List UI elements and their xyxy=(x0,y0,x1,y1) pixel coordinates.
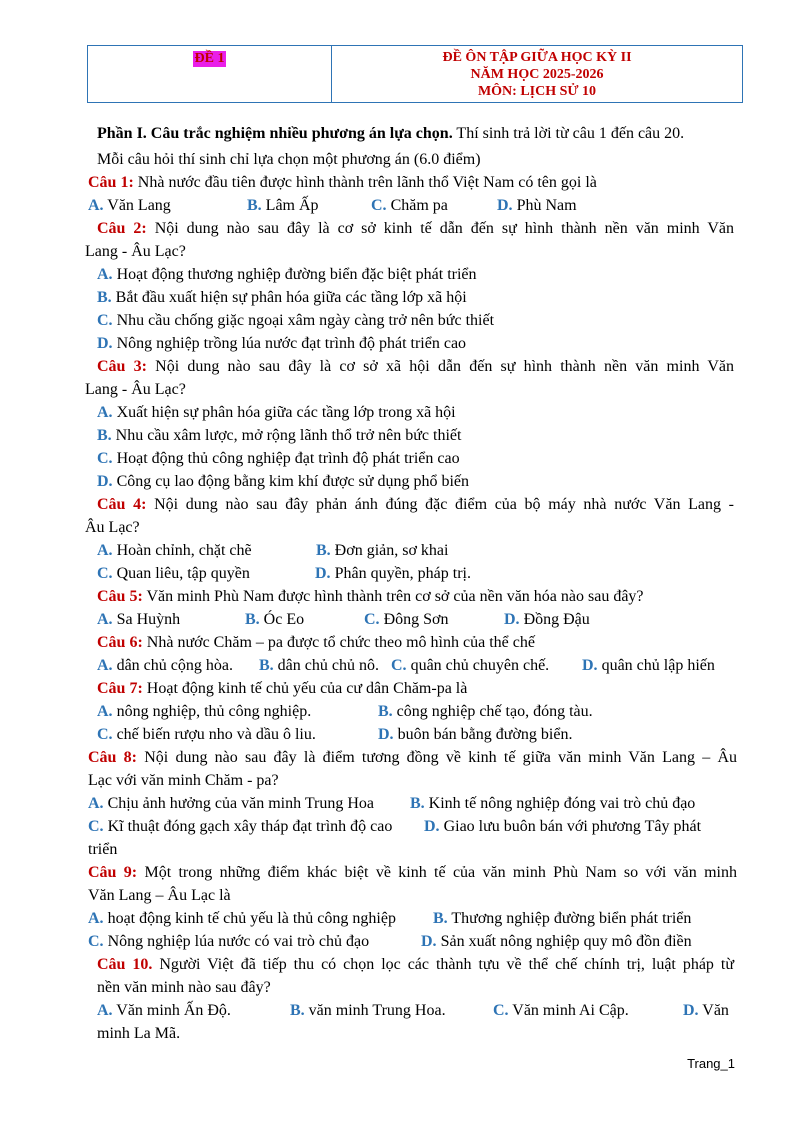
option-b: B. dân chủ chủ nô. xyxy=(259,657,379,674)
option-a: A. Chịu ảnh hưởng của văn minh Trung Hoa xyxy=(88,795,375,812)
option-8d-cont: triển xyxy=(88,841,118,858)
option-d: D. Phù Nam xyxy=(497,197,577,214)
option-c: C. Nông nghiệp lúa nước có vai trò chủ đạo xyxy=(88,933,370,950)
question-label: Câu 3: xyxy=(97,358,147,375)
intro-line-1 xyxy=(97,123,684,145)
option-b: B. văn minh Trung Hoa. xyxy=(290,1002,446,1019)
question-text: Hoạt động kinh tế chủ yếu của cư dân Chăm-pa là xyxy=(142,680,468,697)
question-text: Nội dung nào sau đây là cơ sở kinh tế dẫn đến sự hình thành nền văn minh Văn xyxy=(146,220,735,237)
question-6 xyxy=(97,632,535,654)
option-2d: D. Nông nghiệp trồng lúa nước đạt trình độ phát triển cao xyxy=(97,335,467,352)
question-label: Câu 4: xyxy=(97,496,147,513)
question-label: Câu 9: xyxy=(88,864,138,881)
question-text: Người Việt đã tiếp thu có chọn lọc các thành tựu về thể chế chính trị, luật pháp từ xyxy=(152,956,735,973)
question-2-cont: Lang - Âu Lạc? xyxy=(85,243,186,260)
option-c: C. Đông Sơn xyxy=(364,611,449,628)
option-c: C. chế biến rượu nho và dầu ô liu. xyxy=(97,726,316,743)
question-9-cont: Văn Lang – Âu Lạc là xyxy=(88,887,231,904)
question-text: Nhà nước Chăm – pa được tổ chức theo mô hình của thể chế xyxy=(142,634,535,651)
option-3c: C. Hoạt động thủ công nghiệp đạt trình độ phát triển cao xyxy=(97,450,460,467)
question-text: Một trong những điểm khác biệt về kinh tế của văn minh Phù Nam so với văn minh xyxy=(137,864,738,881)
option-a: A. Văn Lang xyxy=(88,197,171,214)
option-c: C. Văn minh Ai Cập. xyxy=(493,1002,629,1019)
option-a: A. dân chủ cộng hòa. xyxy=(97,657,233,674)
option-c: C. Chăm pa xyxy=(371,197,448,214)
option-d: D. Sản xuất nông nghiệp quy mô đồn điền xyxy=(421,933,692,950)
option-2c: C. Nhu cầu chống giặc ngoại xâm ngày càng trở nên bức thiết xyxy=(97,312,495,329)
option-d: D. buôn bán bằng đường biển. xyxy=(378,726,573,743)
option-c: C. quân chủ chuyên chế. xyxy=(391,657,550,674)
option-a: A. Hoàn chỉnh, chặt chẽ xyxy=(97,542,252,559)
header-right-cell xyxy=(332,46,742,102)
option-3a: A. Xuất hiện sự phân hóa giữa các tầng lớp trong xã hội xyxy=(97,404,456,421)
question-10 xyxy=(97,954,734,976)
option-d: D. Phân quyền, pháp trị. xyxy=(315,565,471,582)
exam-code-tag: ĐỀ 1 xyxy=(194,51,225,66)
option-d: D. Đồng Đậu xyxy=(504,611,590,628)
option-10d-cont: minh La Mã. xyxy=(97,1025,181,1042)
exam-header-table xyxy=(87,45,743,103)
option-c: C. Kĩ thuật đóng gạch xây tháp đạt trình độ cao xyxy=(88,818,393,835)
question-label: Câu 7: xyxy=(97,680,143,697)
question-label: Câu 2: xyxy=(97,220,147,237)
question-label: Câu 10. xyxy=(97,956,153,973)
question-9 xyxy=(88,862,737,884)
question-2 xyxy=(97,218,734,240)
question-3 xyxy=(97,356,734,378)
question-label: Câu 1: xyxy=(88,174,134,191)
exam-title: ĐỀ ÔN TẬP GIỮA HỌC KỲ II xyxy=(442,50,632,65)
option-a: A. Sa Huỳnh xyxy=(97,611,181,628)
option-c: C. Quan liêu, tập quyền xyxy=(97,565,250,582)
question-1 xyxy=(88,172,597,194)
option-b: B. Óc Eo xyxy=(245,611,305,628)
option-a: A. hoạt động kinh tế chủ yếu là thủ công nghiệp xyxy=(88,910,396,927)
question-4 xyxy=(97,494,734,516)
option-a: A. Văn minh Ấn Độ. xyxy=(97,1002,231,1019)
option-d: D. quân chủ lập hiến xyxy=(582,657,715,674)
option-b: B. Kinh tế nông nghiệp đóng vai trò chủ đạo xyxy=(410,795,696,812)
intro-instruction: Thí sinh trả lời từ câu 1 đến câu 20. xyxy=(452,125,685,142)
question-text: Nội dung nào sau đây là điểm tương đồng về kinh tế giữa văn minh Văn Lang – Âu xyxy=(137,749,738,766)
option-d: D. Văn xyxy=(683,1002,729,1019)
option-b: B. Lâm Ấp xyxy=(247,197,319,214)
option-3b: B. Nhu cầu xâm lược, mở rộng lãnh thổ trở nên bức thiết xyxy=(97,427,462,444)
option-3d: D. Công cụ lao động bằng kim khí được sử dụng phổ biến xyxy=(97,473,469,490)
question-3-cont: Lang - Âu Lạc? xyxy=(85,381,186,398)
section-heading: Phần I. Câu trắc nghiệm nhiều phương án lựa chọn. xyxy=(97,125,453,142)
question-10-cont: nền văn minh nào sau đây? xyxy=(97,979,271,996)
option-d: D. Giao lưu buôn bán với phương Tây phát xyxy=(424,818,702,835)
option-2a: A. Hoạt động thương nghiệp đường biển đặc biệt phát triển xyxy=(97,266,477,283)
subject-line: MÔN: LỊCH SỬ 10 xyxy=(477,84,597,99)
question-5 xyxy=(97,586,644,608)
question-text: Nội dung nào sau đây là cơ sở xã hội dẫn đến sự hình thành nền văn minh Văn xyxy=(146,358,735,375)
question-text: Nhà nước đầu tiên được hình thành trên lãnh thổ Việt Nam có tên gọi là xyxy=(133,174,597,191)
question-text: Văn minh Phù Nam được hình thành trên cơ sở của nền văn hóa nào sau đây? xyxy=(142,588,644,605)
question-label: Câu 6: xyxy=(97,634,143,651)
question-7 xyxy=(97,678,467,700)
question-label: Câu 5: xyxy=(97,588,143,605)
intro-line-2: Mỗi câu hỏi thí sinh chỉ lựa chọn một phương án (6.0 điểm) xyxy=(97,151,481,168)
question-8-cont: Lạc với văn minh Chăm - pa? xyxy=(88,772,279,789)
option-b: B. Đơn giản, sơ khai xyxy=(316,542,449,559)
question-8 xyxy=(88,747,737,769)
option-a: A. nông nghiệp, thủ công nghiệp. xyxy=(97,703,312,720)
option-2b: B. Bắt đầu xuất hiện sự phân hóa giữa các tầng lớp xã hội xyxy=(97,289,467,306)
question-text: Nội dung nào sau đây phản ánh đúng đặc điểm của bộ máy nhà nước Văn Lang - xyxy=(146,496,734,513)
option-b: B. công nghiệp chế tạo, đóng tàu. xyxy=(378,703,593,720)
header-left-cell xyxy=(88,46,332,102)
option-b: B. Thương nghiệp đường biển phát triển xyxy=(433,910,692,927)
question-label: Câu 8: xyxy=(88,749,138,766)
page-number: Trang_1 xyxy=(687,1056,735,1071)
question-4-cont: Âu Lạc? xyxy=(85,519,140,536)
school-year: NĂM HỌC 2025-2026 xyxy=(470,67,604,82)
